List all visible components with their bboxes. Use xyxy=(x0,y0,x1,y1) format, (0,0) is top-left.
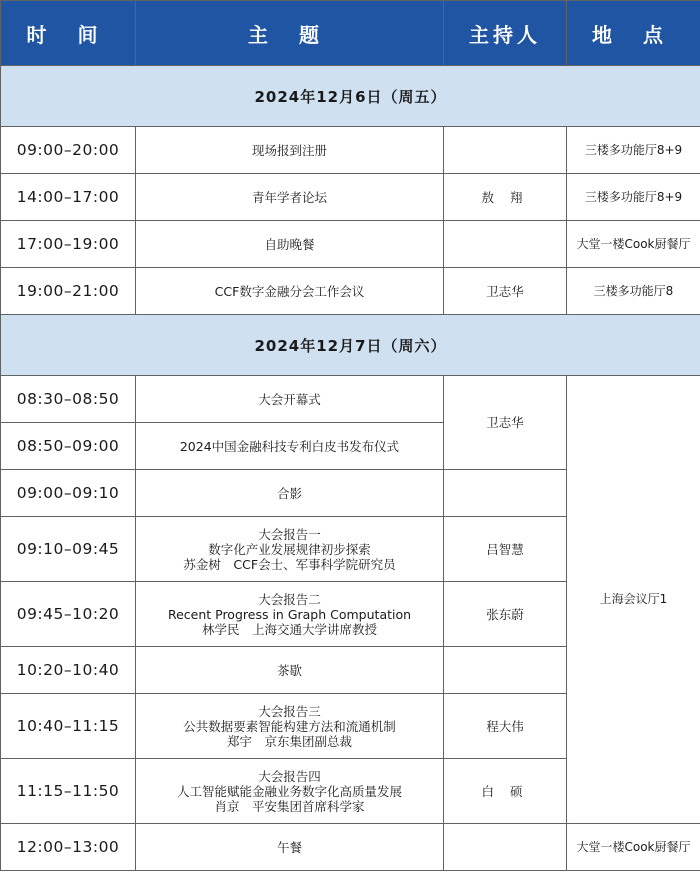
session-venue-merged: 上海会议厅1 xyxy=(567,376,700,824)
day-date: 2024年12月7日（周六） xyxy=(1,315,700,376)
session-venue: 三楼多功能厅8+9 xyxy=(567,127,700,174)
header-row xyxy=(1,1,700,66)
session-host: 白 硕 xyxy=(444,759,567,824)
table-row xyxy=(1,824,700,871)
session-host: 张东蔚 xyxy=(444,582,567,647)
session-host: 程大伟 xyxy=(444,694,567,759)
session-topic: 茶歇 xyxy=(136,647,444,694)
session-time: 14:00–17:00 xyxy=(1,174,136,221)
session-time: 12:00–13:00 xyxy=(1,824,136,871)
header-topic: 主 题 xyxy=(136,1,444,66)
session-venue: 三楼多功能厅8+9 xyxy=(567,174,700,221)
session-host-merged: 卫志华 xyxy=(444,376,567,470)
session-time: 17:00–19:00 xyxy=(1,221,136,268)
session-host: 卫志华 xyxy=(444,268,567,315)
header-host: 主持人 xyxy=(444,1,567,66)
header-time: 时 间 xyxy=(1,1,136,66)
session-host xyxy=(444,221,567,268)
session-host: 敖 翔 xyxy=(444,174,567,221)
session-time: 09:00–20:00 xyxy=(1,127,136,174)
session-time: 09:10–09:45 xyxy=(1,517,136,582)
session-venue: 大堂一楼Cook厨餐厅 xyxy=(567,824,700,871)
session-topic: 现场报到注册 xyxy=(136,127,444,174)
session-venue: 大堂一楼Cook厨餐厅 xyxy=(567,221,700,268)
session-host xyxy=(444,470,567,517)
day-date: 2024年12月6日（周五） xyxy=(1,66,700,127)
session-time: 08:30–08:50 xyxy=(1,376,136,423)
session-topic: 合影 xyxy=(136,470,444,517)
day-header-row xyxy=(1,315,700,376)
day-header-row xyxy=(1,66,700,127)
session-topic: 自助晚餐 xyxy=(136,221,444,268)
table-row xyxy=(1,268,700,315)
session-time: 19:00–21:00 xyxy=(1,268,136,315)
header-venue: 地 点 xyxy=(567,1,700,66)
session-time: 10:40–11:15 xyxy=(1,694,136,759)
session-host xyxy=(444,647,567,694)
session-topic: CCF数字金融分会工作会议 xyxy=(136,268,444,315)
session-topic: 午餐 xyxy=(136,824,444,871)
session-host xyxy=(444,824,567,871)
table-row xyxy=(1,221,700,268)
session-time: 08:50–09:00 xyxy=(1,423,136,470)
session-time: 10:20–10:40 xyxy=(1,647,136,694)
session-topic: 大会开幕式 xyxy=(136,376,444,423)
session-venue: 三楼多功能厅8 xyxy=(567,268,700,315)
session-topic: 大会报告三 公共数据要素智能构建方法和流通机制 郑宇 京东集团副总裁 xyxy=(136,694,444,759)
session-time: 11:15–11:50 xyxy=(1,759,136,824)
table-row xyxy=(1,376,700,423)
session-topic: 青年学者论坛 xyxy=(136,174,444,221)
session-topic: 大会报告一 数字化产业发展规律初步探索 苏金树 CCF会士、军事科学院研究员 xyxy=(136,517,444,582)
table-row xyxy=(1,174,700,221)
session-topic: 2024中国金融科技专利白皮书发布仪式 xyxy=(136,423,444,470)
session-host xyxy=(444,127,567,174)
session-host: 吕智慧 xyxy=(444,517,567,582)
session-time: 09:45–10:20 xyxy=(1,582,136,647)
session-time: 09:00–09:10 xyxy=(1,470,136,517)
table-row xyxy=(1,127,700,174)
session-topic: 大会报告四 人工智能赋能金融业务数字化高质量发展 肖京 平安集团首席科学家 xyxy=(136,759,444,824)
session-topic: 大会报告二 Recent Progress in Graph Computation 林学民 上海交通大学讲席教授 xyxy=(136,582,444,647)
